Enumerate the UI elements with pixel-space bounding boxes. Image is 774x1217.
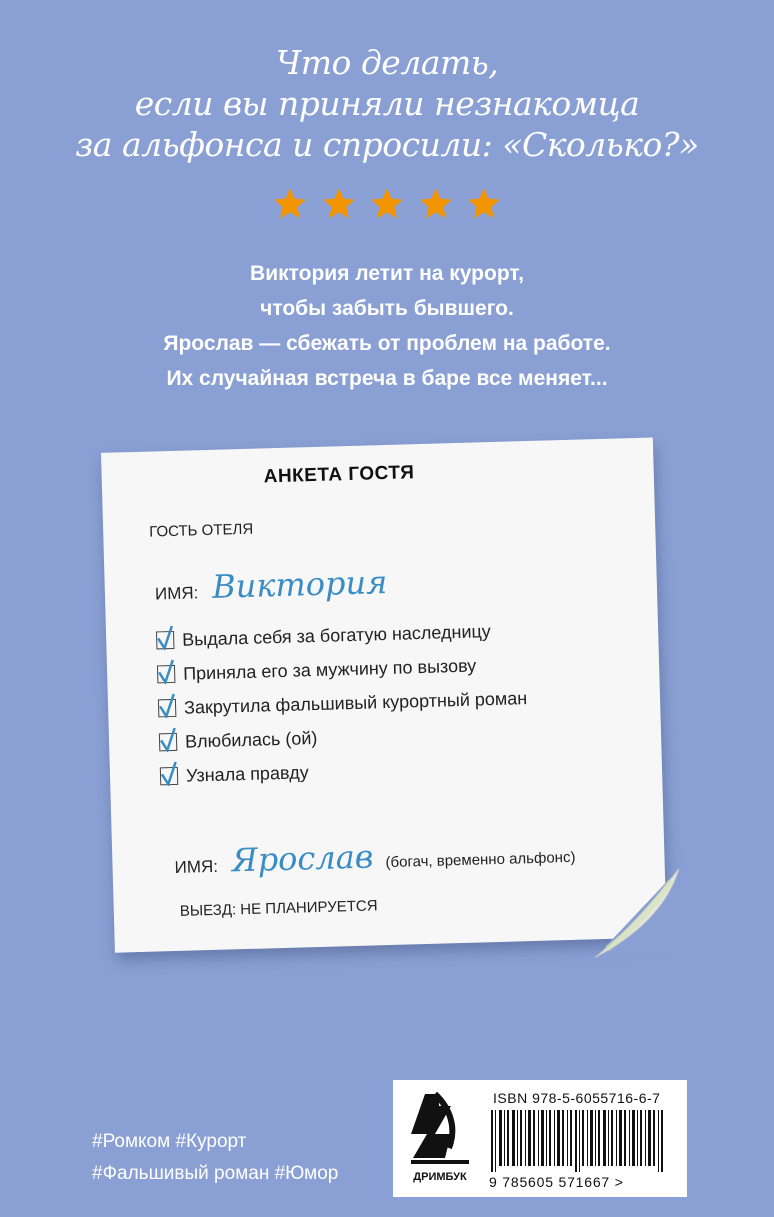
star-icon [369,186,405,222]
hashtag-line: #Фальшивый роман #Юмор [92,1163,339,1184]
checklist-text: Выдала себя за богатую наследницу [181,620,492,650]
name-row-yaroslav [174,832,576,881]
blurb [60,256,714,396]
name-row-victoria [154,563,387,607]
barcode-block [393,1080,687,1197]
name-label: ИМЯ: [174,856,219,878]
card-title: АНКЕТА ГОСТЯ [263,462,415,488]
checklist-text: Закрутила фальшивый курортный роман [183,687,528,718]
checkbox-checked-icon [157,665,175,683]
exit-line: ВЫЕЗД: НЕ ПЛАНИРУЕТСЯ [179,897,378,920]
star-icon [418,186,454,222]
checkbox-checked-icon [160,767,178,785]
tagline-line: если вы приняли незнакомца [134,84,640,123]
tagline [60,42,714,165]
isbn-text: ISBN 978-5-6055716-6-7 [493,1090,661,1106]
name-note: (богач, временно альфонс) [385,848,576,872]
checkbox-checked-icon [156,631,174,649]
blurb-line: Ярослав — сбежать от проблем на работе. [163,332,611,355]
blurb-line: чтобы забыть бывшего. [260,297,514,320]
checkbox-checked-icon [158,699,176,717]
guest-label: ГОСТЬ ОТЕЛЯ [148,520,254,541]
checklist-text: Узнала правду [185,761,310,786]
barcode-icon [491,1110,679,1172]
checklist [156,613,530,793]
name-label: ИМЯ: [154,583,199,604]
guest-card [101,437,675,962]
name-value: Ярослав [231,837,374,880]
barcode-digits: 9 785605 571667 > [489,1174,624,1190]
publisher-name: ДРИМБУК [413,1171,467,1183]
blurb-line: Виктория летит на курорт, [250,262,524,285]
blurb-line: Их случайная встреча в баре все меняет... [166,367,608,390]
star-icon [466,186,502,222]
checklist-text: Влюбилась (ой) [184,727,318,752]
star-icon [321,186,357,222]
guest-card-paper [101,438,667,953]
checklist-text: Приняла его за мужчину по вызову [182,655,477,684]
star-icon [272,186,308,222]
publisher-logo [405,1088,475,1188]
tagline-line: за альфонса и спросили: «Сколько?» [75,125,699,164]
name-value: Виктория [211,562,388,606]
rating-stars [272,186,502,226]
hashtags [92,1126,338,1190]
tagline-line: Что делать, [275,43,499,82]
page-curl-icon [591,867,683,959]
hashtag-line: #Ромком #Курорт [92,1131,247,1152]
checkbox-checked-icon [159,733,177,751]
